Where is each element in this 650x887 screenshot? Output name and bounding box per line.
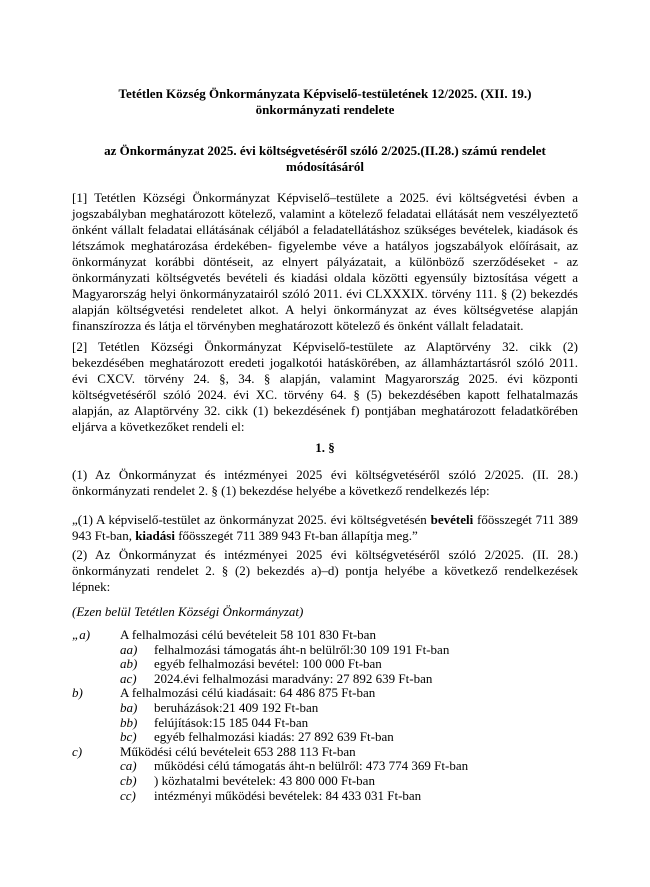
list-item-marker: ba) — [120, 699, 138, 715]
list-item-marker: b) — [72, 685, 83, 701]
list-item — [72, 643, 578, 658]
list-item — [72, 657, 578, 672]
quote-text-segment: főösszegét 711 389 943 Ft-ban, — [72, 512, 578, 543]
list-item — [72, 730, 578, 745]
list-item-text: Működési célú bevételeit 653 288 113 Ft-ban — [120, 743, 356, 759]
list-item — [72, 686, 578, 701]
list-item — [72, 628, 578, 643]
list-item-marker: aa) — [120, 641, 138, 657]
subtitle-line-1: az Önkormányzat 2025. évi költségvetéséről szóló 2/2025.(II.28.) számú rendelet — [104, 143, 546, 158]
preamble-paragraph-2: [2] Tetétlen Községi Önkormányzat Képviselő-testülete az Alaptörvény 32. cikk (2) bekezdésében meghatározott eredeti jogalkotói hatáskörében, az államháztartásról szóló 2011. évi CXCV. törvény 24. §, 34. § alapján, valamint Magyarország 2025. évi központi költségvetéséről szóló 2024. évi XC. törvény 64. § (5) bekezdésében kapott felhatalmazás alapján, az Alaptörvény 32. cikk (1) bekezdésének f) pontjában meghatározott feladatkörében eljárva a következőket rendeli el: — [72, 339, 578, 434]
document-subtitle — [72, 143, 578, 175]
quote-bold-beveteli: bevételi — [430, 512, 474, 527]
list-item-marker: c) — [72, 743, 83, 759]
list-item — [72, 759, 578, 774]
list-item-text: felhalmozási támogatás áht-n belülről:30 109 191 Ft-ban — [154, 641, 450, 657]
subtitle-line-2: módosításáról — [286, 159, 364, 174]
list-item-marker: bc) — [120, 729, 137, 745]
quoted-provision-paragraph — [72, 512, 578, 544]
document-title — [72, 86, 578, 118]
quote-text-segment: „(1) A képviselő-testület az önkormányzat 2025. évi költségvetésén — [72, 512, 431, 527]
list-item-text: A felhalmozási célú bevételeit 58 101 830 Ft-ban — [120, 627, 376, 642]
list-item-text: 2024.évi felhalmozási maradvány: 27 892 639 Ft-ban — [154, 670, 433, 686]
section-1-paragraph-2: (2) Az Önkormányzat és intézményei 2025 évi költségvetéséről szóló 2/2025. (II. 28.) önkormányzati rendelet 2. § (2) bekezdés a)–d) pontja helyébe a következő rendelkezések lépnek: — [72, 547, 578, 594]
list-item-text: működési célú támogatás áht-n belülről: 473 774 369 Ft-ban — [154, 758, 469, 774]
list-item — [72, 701, 578, 716]
list-item-marker: „a) — [72, 627, 91, 642]
section-1-paragraph-1: (1) Az Önkormányzat és intézményei 2025 évi költségvetéséről szóló 2/2025. (II. 28.) önkormányzati rendelet 2. § (1) bekezdése helyébe a következő rendelkezés lép: — [72, 467, 578, 498]
section-1-heading: 1. § — [315, 440, 335, 455]
list-item — [72, 789, 578, 804]
title-line-1: Tetétlen Község Önkormányzata Képviselő-testületének 12/2025. (XII. 19.) — [118, 86, 532, 101]
list-item-marker: bb) — [120, 714, 138, 730]
list-item — [72, 745, 578, 760]
list-item — [72, 716, 578, 731]
quote-bold-kiadasi: kiadási — [135, 528, 175, 543]
preamble-paragraph-1: [1] Tetétlen Községi Önkormányzat Képviselő–testülete a 2025. évi költségvetési évben a jogszabályban meghatározott kötelező, valamint a kötelező feladatai ellátását nem veszélyeztető önként vállalt feladatai ellátásának céljából a feladatellátáshoz szükséges bevételek, kiadások és létszámok meghatározása érdekében- figyelembe véve a hatályos jogszabályok előírásait, az önkormányzat korábbi döntéseit, az elnyert pályázatait, a különböző szerződéseket - az önkormányzati költségvetés bevételi és kiadási oldala közötti egyensúly biztosítása végett a Magyarország helyi önkormányzatairól szóló 2011. évi CLXXXIX. törvény 111. § (2) bekezdés alapján költségvetési rendeletet alkot. A helyi önkormányzat az éves költségvetése alapján finanszírozza és látja el törvényben meghatározott kötelező és önként vállalt feladatait. — [72, 190, 578, 333]
list-item-text: intézményi működési bevételek: 84 433 031 Ft-ban — [154, 787, 422, 803]
list-item-marker: ac) — [120, 670, 137, 686]
list-item — [72, 774, 578, 789]
list-item-text: beruházások:21 409 192 Ft-ban — [154, 699, 319, 715]
list-item-marker: cc) — [120, 787, 136, 803]
list-item-marker: cb) — [120, 772, 137, 788]
quote-text-segment: főösszegét 711 389 943 Ft-ban állapítja meg.” — [174, 528, 418, 543]
list-item-text: felújítások:15 185 044 Ft-ban — [154, 714, 309, 730]
list-item-text: egyéb felhalmozási kiadás: 27 892 639 Ft-ban — [154, 729, 394, 745]
list-item-marker: ca) — [120, 758, 137, 774]
scope-note-italic: (Ezen belül Tetétlen Községi Önkormányzat) — [72, 604, 304, 619]
list-item-marker: ab) — [120, 656, 138, 672]
title-line-2: önkormányzati rendelete — [255, 102, 395, 117]
list-item — [72, 672, 578, 687]
list-item-text: ) közhatalmi bevételek: 43 800 000 Ft-ban — [154, 772, 375, 788]
amendment-list — [72, 628, 578, 803]
list-item-text: egyéb felhalmozási bevétel: 100 000 Ft-ban — [154, 656, 382, 672]
list-item-text: A felhalmozási célú kiadásait: 64 486 875 Ft-ban — [120, 685, 376, 701]
